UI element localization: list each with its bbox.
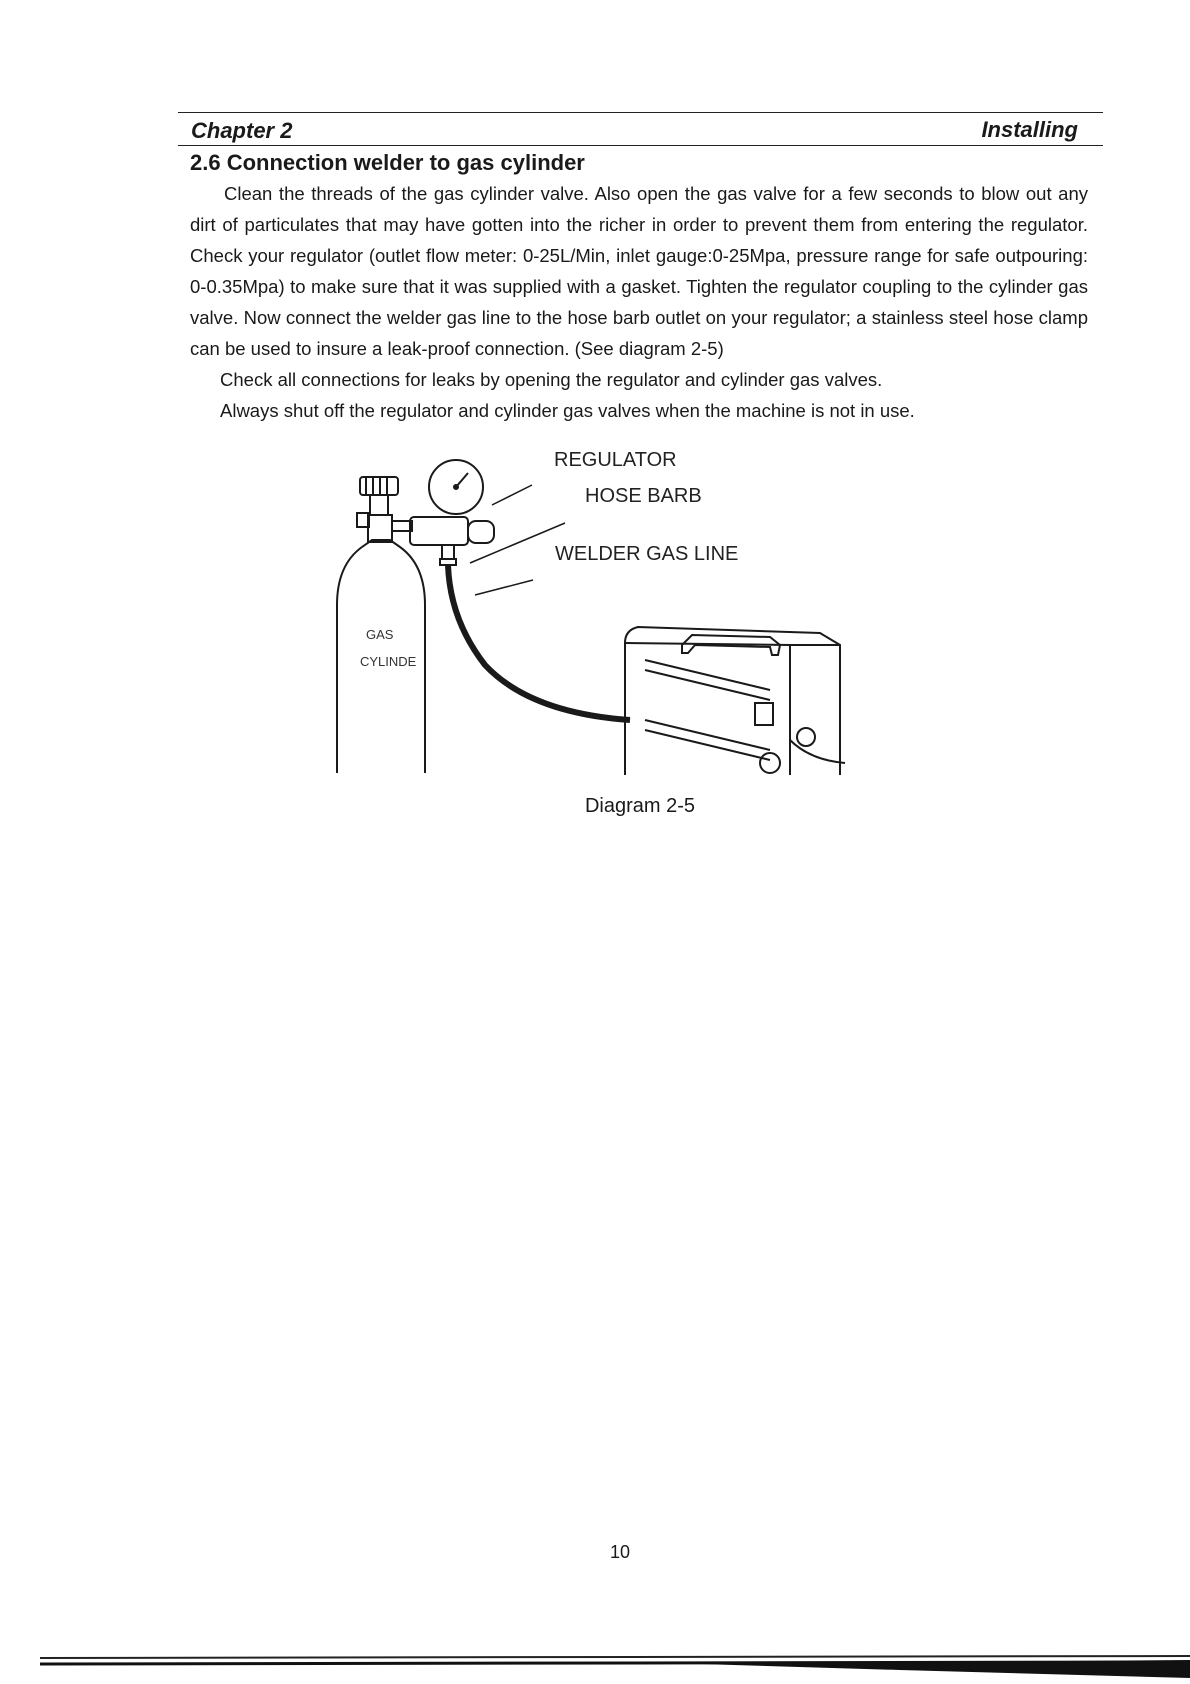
header-rule-bottom <box>178 145 1103 146</box>
diagram-2-5 <box>300 449 880 780</box>
diagram-caption: Diagram 2-5 <box>584 795 696 817</box>
cylinder-valve <box>368 515 392 542</box>
regulator-knob <box>468 521 494 543</box>
label-regulator: REGULATOR <box>554 449 677 471</box>
paragraph-check-leaks: Check all connections for leaks by opening the regulator and cylinder gas valves. <box>220 369 883 390</box>
body-text <box>190 178 1088 426</box>
chapter-label: Chapter 2 <box>191 118 293 143</box>
scan-edge-artifact <box>0 1650 1190 1680</box>
regulator-leader <box>492 485 532 505</box>
page-number: 10 <box>609 1542 631 1562</box>
label-gas: GAS <box>366 627 394 642</box>
hose-barb <box>442 545 454 559</box>
label-hose-barb: HOSE BARB <box>585 485 702 507</box>
section-title: 2.6 Connection welder to gas cylinder <box>190 150 585 175</box>
gas-hose <box>448 565 630 720</box>
section-label: Installing <box>981 117 1078 142</box>
regulator-body <box>410 517 468 545</box>
header-rule-top <box>178 112 1103 113</box>
gas-line-leader <box>475 580 533 595</box>
label-cylinder: CYLINDE <box>360 654 417 669</box>
label-welder-gas-line: WELDER GAS LINE <box>555 543 739 565</box>
paragraph-instructions: Clean the threads of the gas cylinder valve. Also open the gas valve for a few seconds to blow out any dirt of particulates that may have gotten into the richer in order to prevent them from entering the regulator. Check your regulator (outlet flow meter: 0-25L/Min, inlet gauge:0-25Mpa, pressure range for safe outpouring: 0-0.35Mpa) to make sure that it was supplied with a gasket. Tighten the regulator coupling to the cylinder gas valve. Now connect the welder gas line to the hose barb outlet on your regulator; a stainless steel hose clamp can be used to insure a leak-proof connection. (See diagram 2-5) <box>190 183 1088 359</box>
paragraph-shut-off: Always shut off the regulator and cylinder gas valves when the machine is not in use. <box>220 400 915 421</box>
